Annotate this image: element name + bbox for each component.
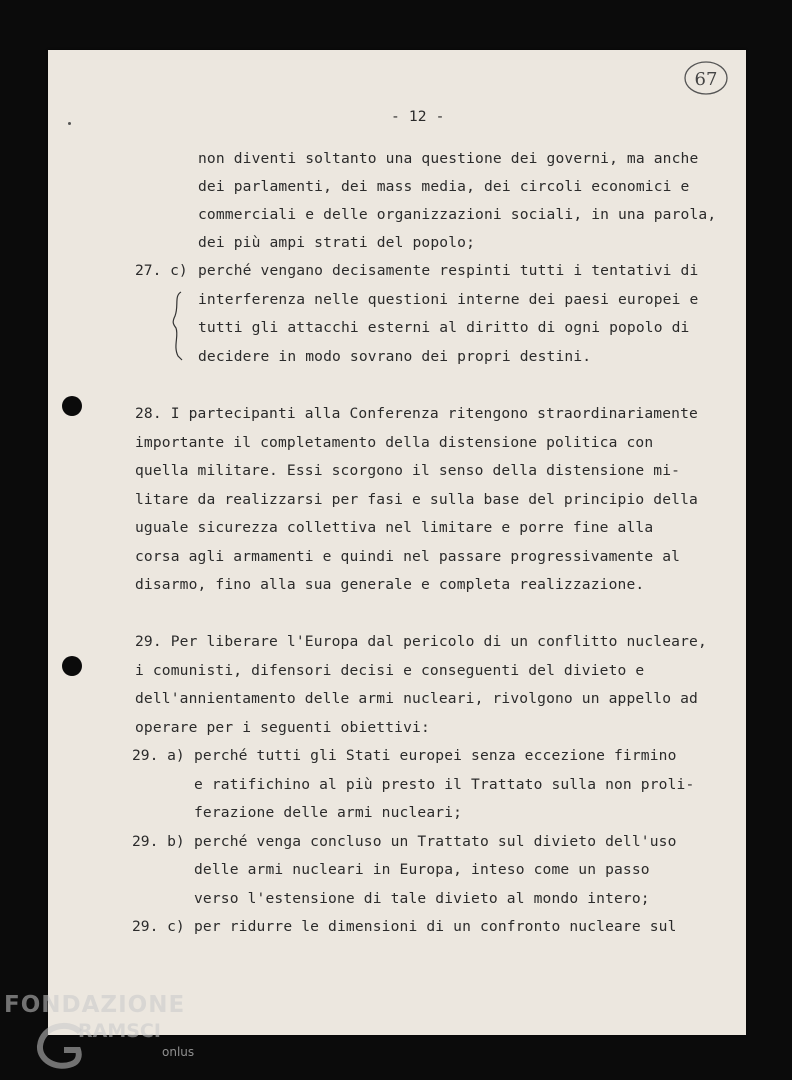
folio-number: 67 bbox=[694, 69, 718, 90]
text-line: 28. I partecipanti alla Conferenza ritengono straordinariamente bbox=[135, 405, 698, 422]
watermark-line2: RAMSCI bbox=[78, 1020, 161, 1042]
watermark-suffix: onlus bbox=[162, 1045, 195, 1059]
item-number: 29. a) bbox=[132, 747, 185, 764]
text-line: per ridurre le dimensioni di un confronto nucleare sul bbox=[194, 918, 677, 935]
item-number: 29. c) bbox=[132, 918, 185, 935]
punch-hole bbox=[62, 396, 82, 416]
text-line: quella militare. Essi scorgono il senso della distensione mi- bbox=[135, 462, 681, 479]
item-number: 29. b) bbox=[132, 833, 185, 850]
speck bbox=[68, 122, 71, 125]
text-line: ferazione delle armi nucleari; bbox=[194, 804, 463, 821]
text-line: dei parlamenti, dei mass media, dei circoli economici e bbox=[198, 178, 690, 195]
watermark-line1: FONDAZIONE bbox=[4, 992, 186, 1018]
text-line: corsa agli armamenti e quindi nel passare progressivamente al bbox=[135, 548, 681, 565]
text-line: e ratifichino al più presto il Trattato sulla non proli- bbox=[194, 776, 695, 793]
watermark bbox=[4, 992, 195, 1059]
text-line: 29. Per liberare l'Europa dal pericolo di un conflitto nucleare, bbox=[135, 633, 707, 650]
text-line: dei più ampi strati del popolo; bbox=[198, 234, 476, 251]
page-number: - 12 - bbox=[391, 108, 445, 125]
text-line: disarmo, fino alla sua generale e completa realizzazione. bbox=[135, 576, 645, 593]
text-line: dell'annientamento delle armi nucleari, rivolgono un appello ad bbox=[135, 690, 698, 707]
text-line: verso l'estensione di tale divieto al mondo intero; bbox=[194, 890, 650, 907]
text-line: tutti gli attacchi esterni al diritto di ogni popolo di bbox=[198, 319, 690, 336]
item-number: 27. c) bbox=[135, 262, 188, 279]
text-line: i comunisti, difensori decisi e conseguenti del divieto e bbox=[135, 662, 645, 679]
text-line: uguale sicurezza collettiva nel limitare e porre fine alla bbox=[135, 519, 654, 536]
folio-circle bbox=[683, 60, 729, 96]
handwritten-brace bbox=[170, 290, 184, 362]
text-line: interferenza nelle questioni interne dei paesi europei e bbox=[198, 291, 699, 308]
text-line: importante il completamento della distensione politica con bbox=[135, 434, 654, 451]
text-line: decidere in modo sovrano dei propri destini. bbox=[198, 348, 592, 365]
document-page bbox=[48, 50, 746, 1035]
text-line: non diventi soltanto una questione dei governi, ma anche bbox=[198, 150, 699, 167]
text-line: perché tutti gli Stati europei senza eccezione firmino bbox=[194, 747, 677, 764]
text-line: litare da realizzarsi per fasi e sulla base del principio della bbox=[135, 491, 698, 508]
text-line: commerciali e delle organizzazioni sociali, in una parola, bbox=[198, 206, 717, 223]
text-line: perché venga concluso un Trattato sul divieto dell'uso bbox=[194, 833, 677, 850]
punch-hole bbox=[62, 656, 82, 676]
text-line: delle armi nucleari in Europa, inteso come un passo bbox=[194, 861, 650, 878]
text-line: operare per i seguenti obiettivi: bbox=[135, 719, 430, 736]
text-line: perché vengano decisamente respinti tutti i tentativi di bbox=[198, 262, 699, 279]
